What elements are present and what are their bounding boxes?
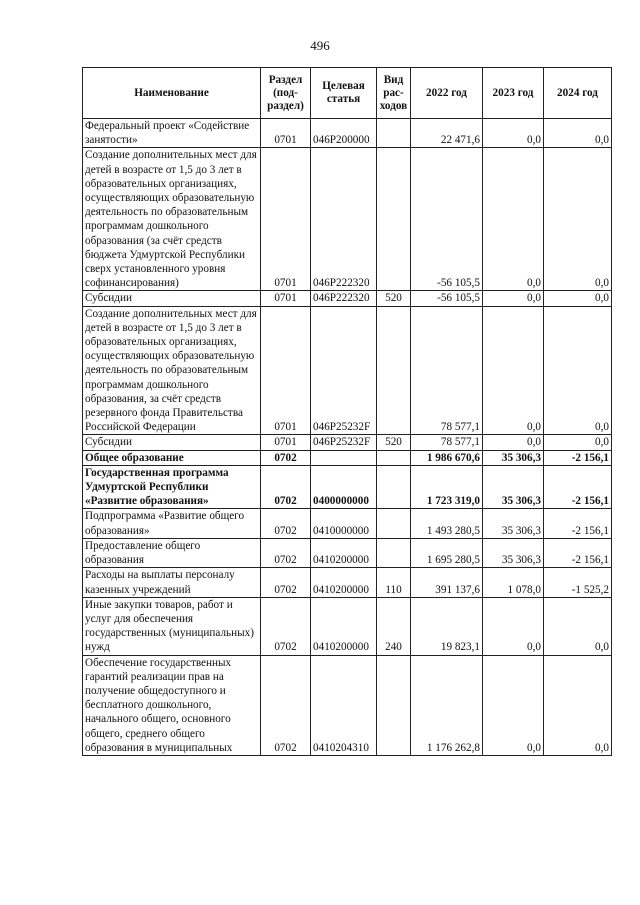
header-target: Целевая статья <box>311 68 377 119</box>
row-2024: 0,0 <box>544 306 612 435</box>
table-row <box>83 148 612 291</box>
row-kind <box>377 509 411 538</box>
row-section: 0701 <box>261 148 311 291</box>
table-row <box>83 435 612 450</box>
row-2023: 0,0 <box>483 119 544 148</box>
header-kind: Вид рас-ходов <box>377 68 411 119</box>
row-2024: 0,0 <box>544 655 612 755</box>
row-target: 0410204310 <box>311 655 377 755</box>
table-row <box>83 568 612 597</box>
table-row <box>83 597 612 655</box>
row-target <box>311 450 377 465</box>
row-name: Государственная программа Удмуртской Республики «Развитие образования» <box>83 465 261 509</box>
row-name: Обеспечение государственных гарантий реализации прав на получение общедоступного и бесплатного дошкольного, начального общего, основного общего, среднего общего образования в муниципальных <box>83 655 261 755</box>
row-kind: 520 <box>377 291 411 306</box>
row-kind <box>377 148 411 291</box>
row-2024: 0,0 <box>544 291 612 306</box>
row-2022: 1 493 280,5 <box>411 509 483 538</box>
row-section: 0702 <box>261 450 311 465</box>
row-target: 0410200000 <box>311 597 377 655</box>
table-row <box>83 538 612 567</box>
header-section: Раздел (под-раздел) <box>261 68 311 119</box>
table-header-row <box>83 68 612 119</box>
row-name: Подпрограмма «Развитие общего образования» <box>83 509 261 538</box>
row-2022: 78 577,1 <box>411 435 483 450</box>
row-2023: 0,0 <box>483 306 544 435</box>
row-section: 0701 <box>261 435 311 450</box>
row-target: 0400000000 <box>311 465 377 509</box>
header-2023: 2023 год <box>483 68 544 119</box>
table-row <box>83 306 612 435</box>
row-2024: 0,0 <box>544 148 612 291</box>
row-2023: 1 078,0 <box>483 568 544 597</box>
page-number: 496 <box>310 38 330 53</box>
row-kind <box>377 538 411 567</box>
row-2023: 0,0 <box>483 291 544 306</box>
row-2023: 35 306,3 <box>483 450 544 465</box>
row-section: 0702 <box>261 597 311 655</box>
row-name: Расходы на выплаты персоналу казенных учреждений <box>83 568 261 597</box>
row-target: 046P222320 <box>311 291 377 306</box>
row-2022: -56 105,5 <box>411 291 483 306</box>
table-row <box>83 291 612 306</box>
row-2022: 1 695 280,5 <box>411 538 483 567</box>
row-2022: 1 986 670,6 <box>411 450 483 465</box>
row-kind: 110 <box>377 568 411 597</box>
row-2024: -2 156,1 <box>544 538 612 567</box>
row-target: 0410200000 <box>311 568 377 597</box>
row-kind <box>377 119 411 148</box>
row-kind <box>377 306 411 435</box>
row-section: 0701 <box>261 119 311 148</box>
row-kind <box>377 655 411 755</box>
row-2023: 35 306,3 <box>483 509 544 538</box>
header-name: Наименование <box>83 68 261 119</box>
row-name: Предоставление общего образования <box>83 538 261 567</box>
row-section: 0702 <box>261 538 311 567</box>
header-2024: 2024 год <box>544 68 612 119</box>
row-name: Федеральный проект «Содействие занятости» <box>83 119 261 148</box>
row-name: Субсидии <box>83 435 261 450</box>
row-2023: 35 306,3 <box>483 465 544 509</box>
row-kind: 520 <box>377 435 411 450</box>
row-2024: -2 156,1 <box>544 465 612 509</box>
row-target: 046P200000 <box>311 119 377 148</box>
row-target: 046P222320 <box>311 148 377 291</box>
row-section: 0702 <box>261 568 311 597</box>
row-2024: -1 525,2 <box>544 568 612 597</box>
row-section: 0701 <box>261 291 311 306</box>
row-2022: 22 471,6 <box>411 119 483 148</box>
table-row <box>83 509 612 538</box>
row-2022: 391 137,6 <box>411 568 483 597</box>
row-2023: 0,0 <box>483 597 544 655</box>
row-target: 0410000000 <box>311 509 377 538</box>
row-kind <box>377 465 411 509</box>
table-row <box>83 119 612 148</box>
table-row <box>83 450 612 465</box>
row-name: Создание дополнительных мест для детей в возрасте от 1,5 до 3 лет в образовательных организациях, осуществляющих образовательную деятельность по образовательным программам дошкольного образования, за счёт средств резервного фонда Правительства Российской Федерации <box>83 306 261 435</box>
row-2023: 0,0 <box>483 655 544 755</box>
row-2022: 1 176 262,8 <box>411 655 483 755</box>
row-2024: -2 156,1 <box>544 509 612 538</box>
row-2022: 1 723 319,0 <box>411 465 483 509</box>
row-2022: 19 823,1 <box>411 597 483 655</box>
table-row <box>83 655 612 755</box>
row-name: Общее образование <box>83 450 261 465</box>
row-2022: 78 577,1 <box>411 306 483 435</box>
row-name: Субсидии <box>83 291 261 306</box>
row-2024: -2 156,1 <box>544 450 612 465</box>
row-target: 0410200000 <box>311 538 377 567</box>
row-2023: 0,0 <box>483 148 544 291</box>
row-2024: 0,0 <box>544 597 612 655</box>
row-kind <box>377 450 411 465</box>
row-2024: 0,0 <box>544 435 612 450</box>
row-2023: 35 306,3 <box>483 538 544 567</box>
budget-table <box>82 67 612 756</box>
row-2024: 0,0 <box>544 119 612 148</box>
row-target: 046P25232F <box>311 306 377 435</box>
row-section: 0702 <box>261 465 311 509</box>
row-name: Создание дополнительных мест для детей в возрасте от 1,5 до 3 лет в образовательных организациях, осуществляющих образовательную деятельность по образовательным программам дошкольного образования (за счёт средств бюджета Удмуртской Республики сверх установленного уровня софинансирования) <box>83 148 261 291</box>
row-section: 0701 <box>261 306 311 435</box>
row-section: 0702 <box>261 655 311 755</box>
row-section: 0702 <box>261 509 311 538</box>
row-target: 046P25232F <box>311 435 377 450</box>
row-2023: 0,0 <box>483 435 544 450</box>
header-2022: 2022 год <box>411 68 483 119</box>
row-name: Иные закупки товаров, работ и услуг для обеспечения государственных (муниципальных) нужд <box>83 597 261 655</box>
row-2022: -56 105,5 <box>411 148 483 291</box>
table-row <box>83 465 612 509</box>
row-kind: 240 <box>377 597 411 655</box>
